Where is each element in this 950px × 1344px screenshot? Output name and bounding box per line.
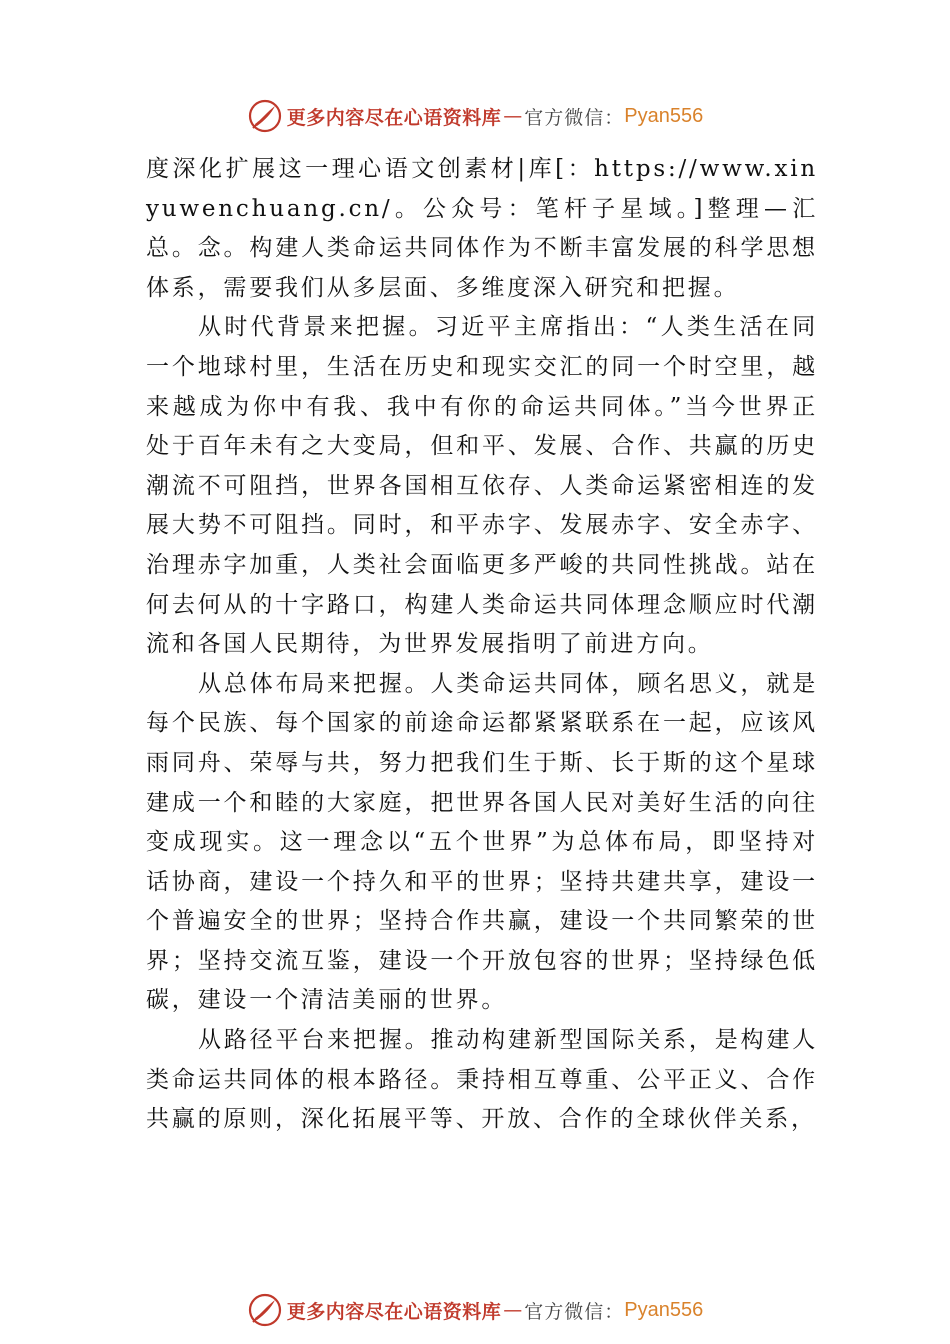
header-separator: — [503, 105, 523, 127]
footer-separator: — [503, 1299, 523, 1321]
header-banner [0, 96, 950, 136]
paragraph-2: 从时代背景来把握。习近平主席指出：“人类生活在同一个地球村里，生活在历史和现实交汇的同一个时空里，越来越成为你中有我、我中有你的命运共同体。”当今世界正处于百年未有之大变局，但和平、发展、合作、共赢的历史潮流不可阻挡，世界各国相互依存、人类命运紧密相连的发展大势不可阻挡。同时，和平赤字、发展赤字、安全赤字、治理赤字加重，人类社会面临更多严峻的共同性挑战。站在何去何从的十字路口，构建人类命运共同体理念顺应时代潮流和各国人民期待，为世界发展指明了前进方向。 [146, 314, 818, 658]
footer-wechat-label: 官方微信： [524, 1300, 625, 1323]
header-wechat-label: 官方微信： [524, 106, 625, 129]
document-body [146, 150, 818, 1140]
footer-brand-text: 更多内容尽在心语资料库 [286, 1300, 502, 1323]
paragraph-1: 度深化扩展这一理心语文创素材|库[：https://www.xinyuwenchuang.cn/。公众号：笔杆子星域。]整理—汇总。念。构建人类命运共同体作为不断丰富发展的科学思想体系，需要我们从多层面、多维度深入研究和把握。 [146, 156, 818, 301]
footer-wechat-id: Pyan556 [624, 1298, 704, 1321]
quill-logo-icon [247, 1292, 283, 1328]
header-wechat-id: Pyan556 [624, 104, 704, 127]
paragraph-4: 从路径平台来把握。推动构建新型国际关系，是构建人类命运共同体的根本路径。秉持相互尊重、公平正义、合作共赢的原则，深化拓展平等、开放、合作的全球伙伴关系， [146, 1027, 818, 1133]
paragraph-3: 从总体布局来把握。人类命运共同体，顾名思义，就是每个民族、每个国家的前途命运都紧紧联系在一起，应该风雨同舟、荣辱与共，努力把我们生于斯、长于斯的这个星球建成一个和睦的大家庭，把世界各国人民对美好生活的向往变成现实。这一理念以“五个世界”为总体布局，即坚持对话协商，建设一个持久和平的世界；坚持共建共享，建设一个普遍安全的世界；坚持合作共赢，建设一个共同繁荣的世界；坚持交流互鉴，建设一个开放包容的世界；坚持绿色低碳，建设一个清洁美丽的世界。 [146, 670, 818, 1014]
header-brand-text: 更多内容尽在心语资料库 [286, 106, 502, 129]
quill-logo-icon [247, 98, 283, 134]
footer-banner [0, 1290, 950, 1330]
